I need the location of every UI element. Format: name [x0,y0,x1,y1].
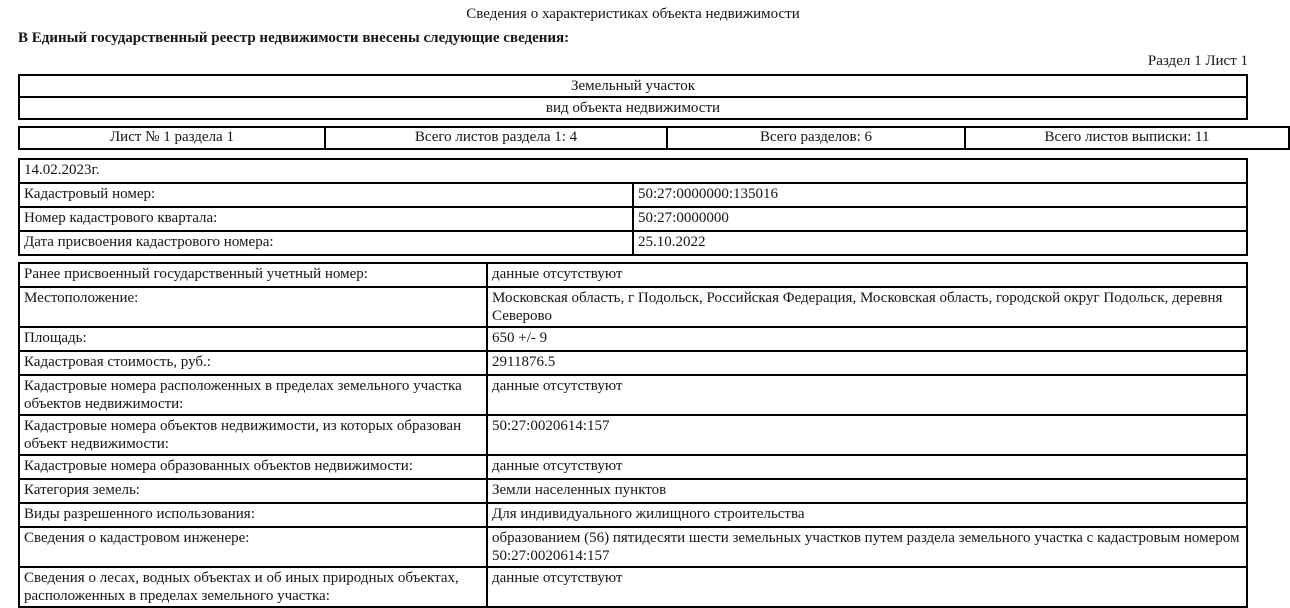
row-value: Для индивидуального жилищного строительства [487,503,1247,527]
record-date: 14.02.2023г. [19,159,1247,183]
table-row [19,455,1247,479]
row-value: 50:27:0000000 [633,207,1247,231]
section-sheet-label: Раздел 1 Лист 1 [1147,53,1248,69]
table-row [19,415,1247,455]
row-label: Сведения о лесах, водных объектах и об иных природных объектах, расположенных в пределах земельного участка: [19,567,487,607]
row-value: данные отсутствуют [487,567,1247,607]
row-value: 2911876.5 [487,351,1247,375]
table-row [19,207,1247,231]
row-label: Кадастровая стоимость, руб.: [19,351,487,375]
row-label: Кадастровые номера объектов недвижимости, из которых образован объект недвижимости: [19,415,487,455]
table-row [19,351,1247,375]
row-label: Местоположение: [19,287,487,327]
object-type-caption: вид объекта недвижимости [19,97,1247,119]
object-characteristics-table [18,262,1248,608]
table-row [19,327,1247,351]
row-value: Московская область, г Подольск, Российская Федерация, Московская область, городской округ Подольск, деревня Северово [487,287,1247,327]
row-label: Кадастровые номера образованных объектов недвижимости: [19,455,487,479]
cadastral-numbers-table [18,158,1248,256]
table-row [19,75,1247,97]
row-value: Земли населенных пунктов [487,479,1247,503]
row-value: данные отсутствуют [487,455,1247,479]
sheet-info-cell: Всего листов выписки: 11 [965,127,1289,149]
table-row [19,159,1247,183]
table-row [19,567,1247,607]
row-label: Ранее присвоенный государственный учетный номер: [19,263,487,287]
sheet-info-cell: Всего разделов: 6 [667,127,965,149]
table-row [19,127,1289,149]
sheet-info-cell: Всего листов раздела 1: 4 [325,127,667,149]
object-type-value: Земельный участок [19,75,1247,97]
sheet-info-table [18,126,1290,150]
row-value: 50:27:0020614:157 [487,415,1247,455]
document-intro-line: В Единый государственный реестр недвижимости внесены следующие сведения: [18,30,570,46]
row-label: Сведения о кадастровом инженере: [19,527,487,567]
table-row [19,263,1247,287]
table-row [19,479,1247,503]
row-value: образованием (56) пятидесяти шести земельных участков путем раздела земельного участка с кадастровым номером 50:27:0020614:157 [487,527,1247,567]
row-label: Кадастровый номер: [19,183,633,207]
table-row [19,503,1247,527]
row-label: Категория земель: [19,479,487,503]
table-row [19,231,1247,255]
row-label: Виды разрешенного использования: [19,503,487,527]
sheet-info-cell: Лист № 1 раздела 1 [19,127,325,149]
table-row [19,375,1247,415]
row-value: 650 +/- 9 [487,327,1247,351]
table-row [19,287,1247,327]
row-label: Кадастровые номера расположенных в пределах земельного участка объектов недвижимости: [19,375,487,415]
row-label: Площадь: [19,327,487,351]
row-value: 50:27:0000000:135016 [633,183,1247,207]
row-value: данные отсутствуют [487,375,1247,415]
object-type-table [18,74,1248,120]
document-title: Сведения о характеристиках объекта недвижимости [466,6,800,22]
egrn-extract-document [18,0,1248,608]
table-row [19,527,1247,567]
row-label: Номер кадастрового квартала: [19,207,633,231]
row-value: данные отсутствуют [487,263,1247,287]
row-label: Дата присвоения кадастрового номера: [19,231,633,255]
table-row [19,97,1247,119]
row-value: 25.10.2022 [633,231,1247,255]
table-row [19,183,1247,207]
